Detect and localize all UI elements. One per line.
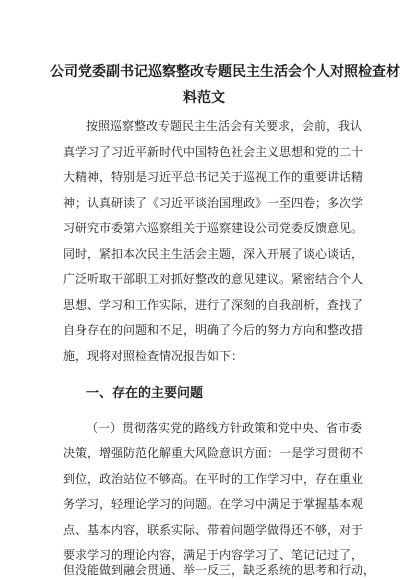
paragraph-text: 真学习了习近平新时代中国特色社会主义思想和党的二十 (63, 145, 364, 159)
paragraph-text: 自身存在的问题和不足，明确了今后的努力方向和整改措 (63, 323, 364, 337)
paragraph-line (0, 116, 408, 136)
paragraph-line (0, 320, 408, 340)
paragraph-text: 要求学习的理论内容，满足于内容学习了、笔记记过了， (63, 548, 364, 562)
paragraph-line (0, 443, 408, 463)
paragraph-line (0, 269, 408, 289)
paragraph-line (0, 244, 408, 264)
paragraph-line (0, 346, 408, 366)
paragraph-text: 大精神，特别是习近平总书记关于巡视工作的重要讲话精 (63, 170, 364, 184)
paragraph-text: 施，现将对照检查情况报告如下： (63, 349, 244, 363)
document-title-line-1: 公司党委副书记巡察整改专题民主生活会个人对照检查材 (50, 64, 400, 80)
paragraph-text: 点、基本内容，联系实际、带着问题学做得还不够，对于 (63, 523, 364, 537)
paragraph-line (0, 218, 408, 238)
paragraph-text: 神；认真研读了《习近平谈治国理政》一至四卷；多次学 (63, 196, 364, 210)
paragraph-text: 习研究市委第六巡察组关于巡察建设公司党委反馈意见。 (63, 221, 364, 235)
paragraph-line (0, 193, 408, 213)
document-title-line-2: 料范文 (183, 90, 225, 106)
paragraph-text: 思想、学习和工作实际，进行了深刻的自我剖析，查找了 (63, 298, 364, 312)
paragraph-line (0, 469, 408, 489)
paragraph-text: 广泛听取干部职工对抓好整改的意见建议。紧密结合个人 (63, 272, 364, 286)
section-heading: 一、存在的主要问题 (86, 386, 204, 401)
paragraph-text: 同时，紧扣本次民主生活会主题，深入开展了谈心谈话， (63, 247, 364, 261)
paragraph-line (0, 167, 408, 187)
paragraph-line (0, 494, 408, 514)
paragraph-line (0, 418, 408, 438)
paragraph-line (0, 520, 408, 540)
paragraph-text: 按照巡察整改专题民主生活会有关要求，会前，我认 (86, 119, 363, 133)
paragraph-text: 务学习，轻理论学习的问题。在学习中满足于掌握基本观 (63, 497, 364, 511)
paragraph-line (0, 142, 408, 162)
paragraph-text: 决策，增强防范化解重大风险意识方面：一是学习贯彻不 (63, 446, 364, 460)
paragraph-line (0, 295, 408, 315)
paragraph-text: 但没能做到融会贯通、举一反三，缺乏系统的思考和行动， (63, 563, 376, 577)
paragraph-line (0, 560, 408, 580)
paragraph-text: （一）贯彻落实党的路线方针政策和党中央、省市委 (86, 421, 363, 435)
paragraph-text: 到位，政治站位不够高。在平时的工作学习中，存在重业 (63, 472, 364, 486)
